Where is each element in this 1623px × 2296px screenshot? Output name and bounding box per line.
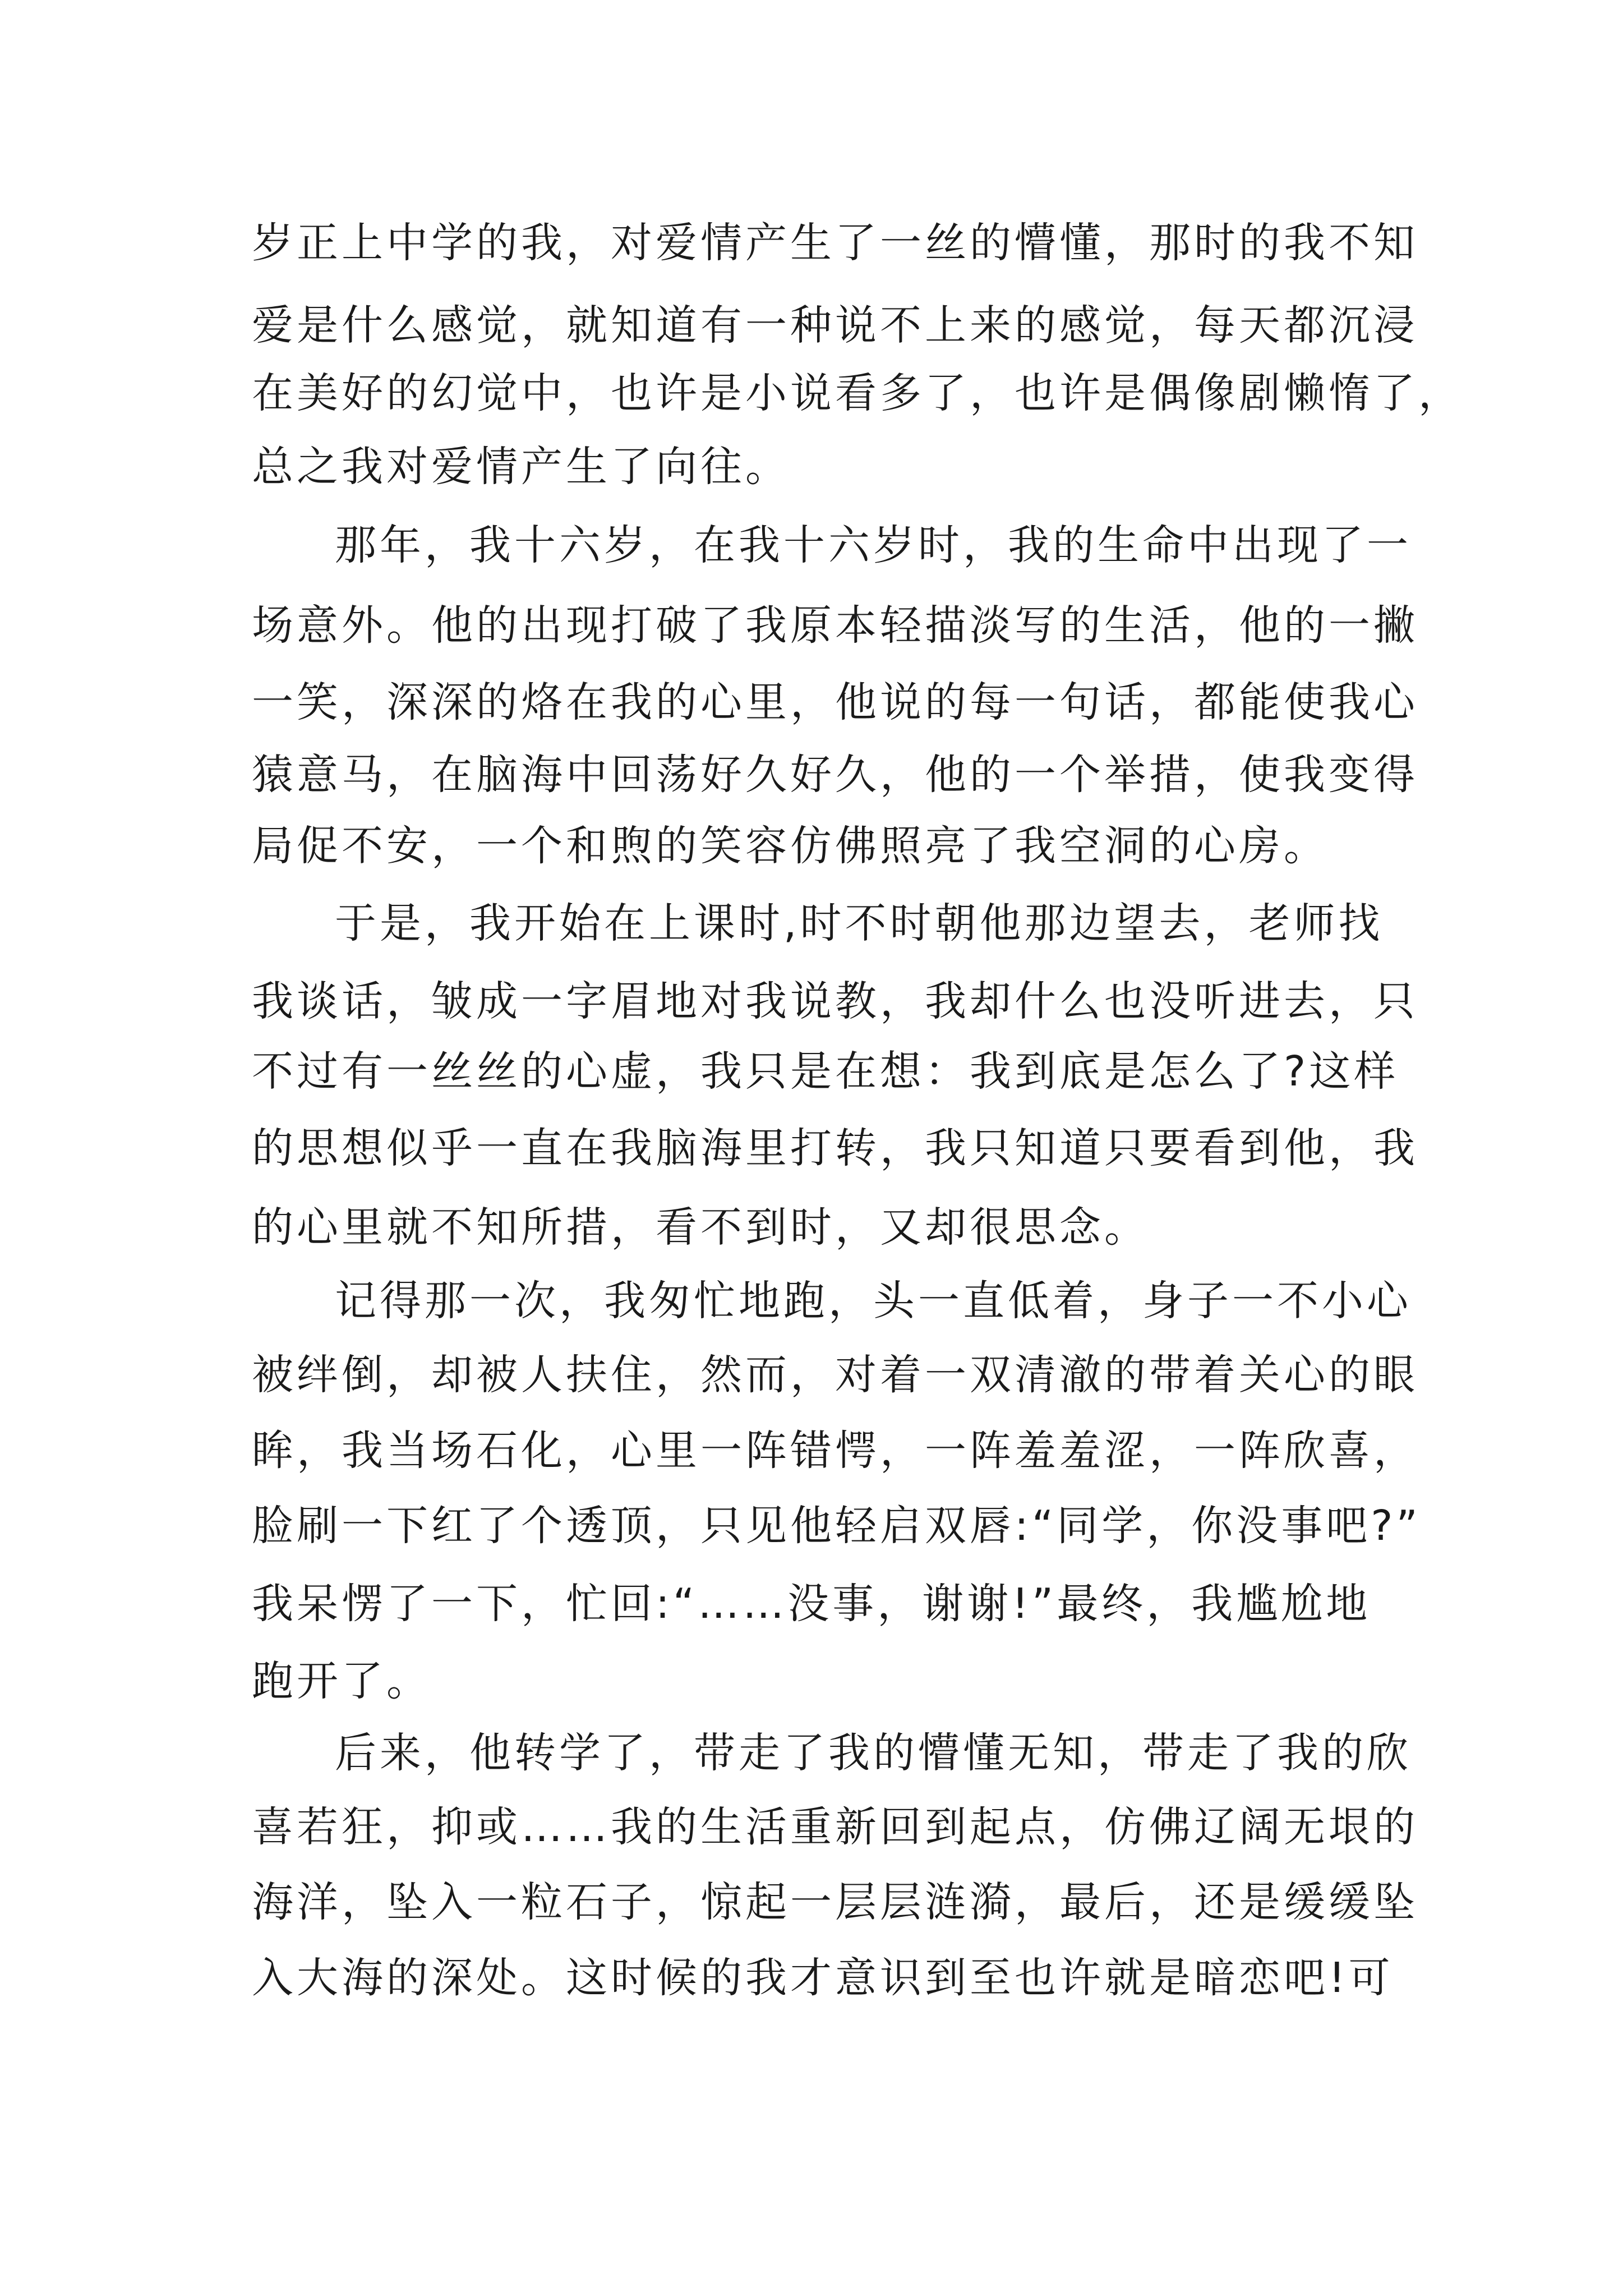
text-line: 记得那一次，我匆忙地跑，头一直低着，身子一不小心 xyxy=(335,1277,1412,1325)
text-line: 场意外。他的出现打破了我原本轻描淡写的生活，他的一撇 xyxy=(252,601,1418,650)
text-line: 在美好的幻觉中，也许是小说看多了，也许是偶像剧懒惰了， xyxy=(252,369,1463,417)
text-line: 脸刷一下红了个透顶，只见他轻启双唇:“同学，你没事吧?” xyxy=(252,1502,1421,1550)
text-line: 被绊倒，却被人扶住，然而，对着一双清澈的带着关心的眼 xyxy=(252,1351,1418,1399)
text-line: 喜若狂，抑或……我的生活重新回到起点，仿佛辽阔无垠的 xyxy=(252,1803,1418,1851)
text-line: 我呆愣了一下，忙回:“……没事，谢谢!”最终，我尴尬地 xyxy=(252,1580,1371,1628)
text-line: 海洋，坠入一粒石子，惊起一层层涟漪，最后，还是缓缓坠 xyxy=(252,1878,1418,1926)
text-line: 岁正上中学的我，对爱情产生了一丝的懵懂，那时的我不知 xyxy=(252,219,1418,267)
text-line: 爱是什么感觉，就知道有一种说不上来的感觉，每天都沉浸 xyxy=(252,301,1418,349)
text-line: 局促不安，一个和煦的笑容仿佛照亮了我空洞的心房。 xyxy=(252,822,1329,870)
text-line: 一笑，深深的烙在我的心里，他说的每一句话，都能使我心 xyxy=(252,678,1418,726)
text-line: 总之我对爱情产生了向往。 xyxy=(252,443,790,491)
text-line: 我谈话，皱成一字眉地对我说教，我却什么也没听进去，只 xyxy=(252,977,1418,1025)
text-line: 那年，我十六岁，在我十六岁时，我的生命中出现了一 xyxy=(335,521,1412,569)
text-line: 不过有一丝丝的心虚，我只是在想：我到底是怎么了?这样 xyxy=(252,1047,1399,1096)
text-line: 后来，他转学了，带走了我的懵懂无知，带走了我的欣 xyxy=(335,1729,1412,1777)
text-line: 于是，我开始在上课时,时不时朝他那边望去，老师找 xyxy=(335,899,1384,947)
text-line: 猿意马，在脑海中回荡好久好久，他的一个举措，使我变得 xyxy=(252,751,1418,799)
text-line: 眸，我当场石化，心里一阵错愕，一阵羞羞涩，一阵欣喜， xyxy=(252,1427,1418,1475)
text-line: 的心里就不知所措，看不到时，又却很思念。 xyxy=(252,1203,1149,1251)
text-line: 入大海的深处。这时候的我才意识到至也许就是暗恋吧!可 xyxy=(252,1954,1394,2002)
text-line: 跑开了。 xyxy=(252,1657,431,1705)
text-line: 的思想似乎一直在我脑海里打转，我只知道只要看到他，我 xyxy=(252,1124,1418,1172)
